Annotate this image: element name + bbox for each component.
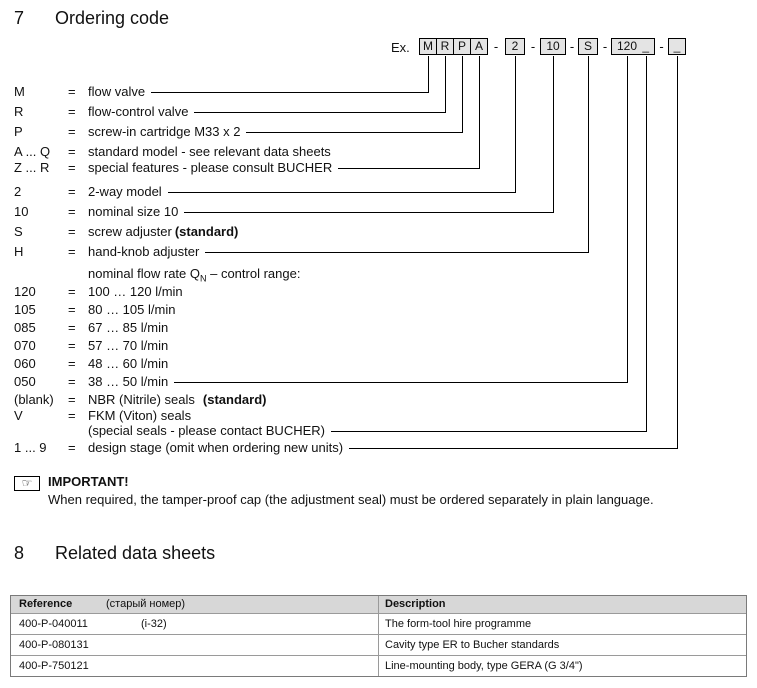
code-description: design stage (omit when ordering new units) bbox=[88, 440, 344, 455]
flow-rate-heading: nominal flow rate $Q_N$ – control range: bbox=[88, 266, 301, 284]
code-box-10: 10 bbox=[540, 38, 566, 55]
code-description: hand-knob adjuster bbox=[88, 244, 200, 259]
code-description: (special seals - please contact BUCHER) bbox=[88, 423, 325, 438]
equals-sign: = bbox=[68, 338, 76, 353]
connector-line bbox=[174, 382, 627, 383]
code-description: 80 … 105 l/min bbox=[88, 302, 176, 317]
code-row bbox=[14, 338, 747, 356]
equals-sign: = bbox=[68, 374, 76, 389]
code-row bbox=[14, 144, 747, 160]
code-box-r: R bbox=[436, 38, 454, 55]
equals-sign: = bbox=[68, 204, 76, 219]
code-row bbox=[14, 320, 747, 338]
code-separator: - bbox=[602, 39, 608, 54]
equals-sign: = bbox=[68, 84, 76, 99]
description-value: Line-mounting body, type GERA (G 3/4") bbox=[385, 660, 583, 672]
code-box-120 bbox=[611, 38, 655, 55]
code-value: 050 bbox=[14, 374, 36, 389]
code-description: 67 … 85 l/min bbox=[88, 320, 169, 335]
connector-line bbox=[246, 132, 462, 133]
code-row bbox=[14, 408, 747, 423]
code-description: screw adjuster bbox=[88, 224, 172, 239]
reference-column-header: Reference bbox=[19, 598, 73, 610]
header-cell-reference bbox=[11, 596, 379, 613]
code-box-2: 2 bbox=[505, 38, 525, 55]
connector-line bbox=[194, 112, 445, 113]
pointing-hand-icon: ☞ bbox=[14, 476, 40, 491]
code-box-design-stage: _ bbox=[668, 38, 686, 55]
description-value: Cavity type ER to Bucher standards bbox=[385, 639, 560, 651]
code-box-s: S bbox=[578, 38, 598, 55]
connector-line bbox=[349, 448, 677, 449]
code-description: NBR (Nitrile) seals bbox=[88, 392, 195, 407]
code-row bbox=[14, 266, 747, 284]
code-row bbox=[14, 224, 747, 244]
code-value: 105 bbox=[14, 302, 36, 317]
code-row bbox=[14, 284, 747, 302]
section-8-title: Related data sheets bbox=[55, 543, 216, 563]
table-row bbox=[11, 613, 746, 634]
equals-sign: = bbox=[68, 392, 76, 407]
connector-line bbox=[184, 212, 553, 213]
code-value: H bbox=[14, 244, 24, 259]
connector-line bbox=[331, 431, 646, 432]
code-description: standard model - see relevant data sheets bbox=[88, 144, 331, 159]
code-value: S bbox=[14, 224, 23, 239]
equals-sign: = bbox=[68, 302, 76, 317]
code-row bbox=[14, 204, 747, 224]
code-description: 48 … 60 l/min bbox=[88, 356, 169, 371]
code-separator: - bbox=[569, 39, 575, 54]
code-row bbox=[14, 374, 747, 392]
code-description: FKM (Viton) seals bbox=[88, 408, 192, 423]
equals-sign: = bbox=[68, 356, 76, 371]
connector-line bbox=[151, 92, 428, 93]
equals-sign: = bbox=[68, 144, 76, 159]
code-row bbox=[14, 440, 747, 460]
code-value: 10 bbox=[14, 204, 29, 219]
code-description: flow-control valve bbox=[88, 104, 189, 119]
code-row bbox=[14, 104, 747, 124]
code-value: 085 bbox=[14, 320, 36, 335]
code-value: A ... Q bbox=[14, 144, 51, 159]
section-7-number: 7 bbox=[14, 8, 25, 28]
code-value: (blank) bbox=[14, 392, 54, 407]
table-header-row bbox=[11, 596, 746, 613]
code-value: 060 bbox=[14, 356, 36, 371]
section-7-title: Ordering code bbox=[55, 8, 170, 28]
equals-sign: = bbox=[68, 184, 76, 199]
code-description-bold: (standard) bbox=[202, 392, 267, 407]
code-row bbox=[14, 124, 747, 144]
seal-blank: _ bbox=[642, 39, 649, 53]
reference-value: 400-P-080131 bbox=[19, 639, 89, 651]
code-value: V bbox=[14, 408, 23, 423]
equals-sign: = bbox=[68, 124, 76, 139]
code-description: screw-in cartridge M33 x 2 bbox=[88, 124, 241, 139]
flow-rate-value: 120 bbox=[617, 39, 638, 53]
code-separator: - bbox=[659, 39, 664, 54]
code-value: 2 bbox=[14, 184, 22, 199]
table-row bbox=[11, 634, 746, 655]
equals-sign: = bbox=[68, 160, 76, 175]
example-label: Ex. bbox=[391, 40, 410, 55]
ordering-code-legend bbox=[14, 84, 747, 460]
code-separator: - bbox=[493, 39, 499, 54]
code-description: special features - please consult BUCHER bbox=[88, 160, 333, 175]
code-value: Z ... R bbox=[14, 160, 50, 175]
important-text: When required, the tamper-proof cap (the adjustment seal) must be ordered separately in plain language. bbox=[48, 492, 654, 507]
code-value: R bbox=[14, 104, 24, 119]
header-cell-description: Description bbox=[385, 598, 446, 610]
code-description: 100 … 120 l/min bbox=[88, 284, 183, 299]
connector-line bbox=[168, 192, 515, 193]
code-description: 57 … 70 l/min bbox=[88, 338, 169, 353]
equals-sign: = bbox=[68, 104, 76, 119]
reference-value: 400-P-040011 bbox=[19, 618, 88, 630]
code-value: 1 ... 9 bbox=[14, 440, 47, 455]
code-row bbox=[14, 84, 747, 104]
code-row bbox=[14, 244, 747, 266]
code-box-a: A bbox=[470, 38, 488, 55]
reference-value: 400-P-750121 bbox=[19, 660, 89, 672]
equals-sign: = bbox=[68, 320, 76, 335]
equals-sign: = bbox=[68, 224, 76, 239]
code-row bbox=[14, 423, 747, 440]
section-8-number: 8 bbox=[14, 543, 25, 563]
code-row bbox=[14, 356, 747, 374]
code-value: M bbox=[14, 84, 25, 99]
code-box-m: M bbox=[419, 38, 437, 55]
equals-sign: = bbox=[68, 408, 76, 423]
connector-line bbox=[205, 252, 588, 253]
related-data-sheets-table bbox=[10, 595, 747, 677]
code-separator: - bbox=[530, 39, 536, 54]
code-row bbox=[14, 302, 747, 320]
code-row bbox=[14, 160, 747, 184]
code-row bbox=[14, 184, 747, 204]
code-row bbox=[14, 392, 747, 408]
connector-line bbox=[338, 168, 479, 169]
important-title: IMPORTANT! bbox=[48, 474, 129, 489]
code-description-bold: (standard) bbox=[174, 224, 239, 239]
code-description: 38 … 50 l/min bbox=[88, 374, 169, 389]
code-box-p: P bbox=[453, 38, 471, 55]
code-description: flow valve bbox=[88, 84, 146, 99]
old-number-value: (i-32) bbox=[141, 618, 167, 630]
equals-sign: = bbox=[68, 284, 76, 299]
code-value: 120 bbox=[14, 284, 36, 299]
code-value: P bbox=[14, 124, 23, 139]
equals-sign: = bbox=[68, 244, 76, 259]
description-value: The form-tool hire programme bbox=[385, 618, 532, 630]
table-row bbox=[11, 655, 746, 676]
code-description: nominal size 10 bbox=[88, 204, 179, 219]
code-description: 2-way model bbox=[88, 184, 162, 199]
code-value: 070 bbox=[14, 338, 36, 353]
equals-sign: = bbox=[68, 440, 76, 455]
old-number-column-header: (старый номер) bbox=[106, 598, 186, 610]
